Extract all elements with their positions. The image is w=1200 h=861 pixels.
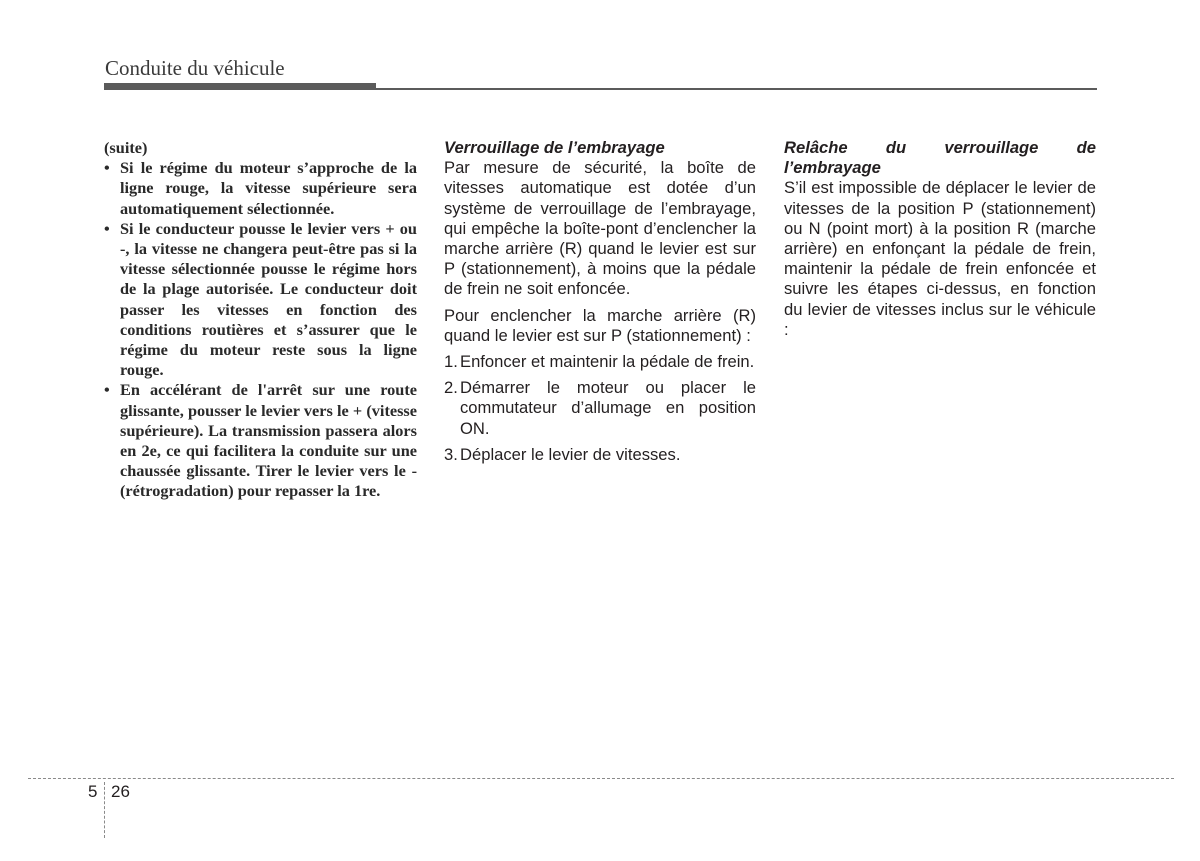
footer-divider xyxy=(28,778,1174,779)
list-item xyxy=(104,158,417,219)
list-item-text: Si le conducteur pousse le levier vers + ou -, la vitesse ne changera peut-être pas si la vitesse sélectionnée pousse le régime hors de la plage autorisée. Le conducteur doit passer les vitesses en fonction des conditions routières et s’assurer que le régime du moteur reste sous la ligne rouge. xyxy=(120,218,417,380)
step-text: Déplacer le levier de vitesses. xyxy=(460,444,681,464)
section-heading-shift-lock-release: Relâche du verrouillage de l’embrayage xyxy=(784,138,1096,178)
continued-label: (suite) xyxy=(104,138,148,157)
header-rule-thin xyxy=(376,88,1097,90)
bullet-icon: • xyxy=(104,380,110,400)
list-item xyxy=(444,352,756,372)
list-item-text: En accélérant de l'arrêt sur une route glissante, pousser le levier vers le + (vitesse supérieure). La transmission passera alors en 2e, ce qui facilitera la conduite sur une chaussée glissante. Tirer le levier vers le - (rétrogradation) pour repasser la 1re. xyxy=(120,380,417,501)
column-middle xyxy=(444,138,756,471)
page-header-title: Conduite du véhicule xyxy=(105,56,285,80)
step-text: Enfoncer et maintenir la pédale de frein. xyxy=(460,352,755,372)
chapter-number: 5 xyxy=(88,782,98,801)
bullet-icon: • xyxy=(104,218,110,238)
step-text: Démarrer le moteur ou placer le commutateur d’allumage en position ON. xyxy=(460,378,756,438)
paragraph: Par mesure de sécurité, la boîte de vitesses automatique est dotée d’un système de verrouillage de l’embrayage, qui empêche la boîte-pont d’enclencher la marche arrière (R) quand le levier est sur P (stationnement), à moins que la pédale de frein ne soit enfoncée. xyxy=(444,158,756,299)
bullet-list xyxy=(104,158,417,501)
list-item xyxy=(444,378,756,439)
list-item xyxy=(104,219,417,381)
list-item-text: Si le régime du moteur s’approche de la ligne rouge, la vitesse supérieure sera automatiquement sélectionnée. xyxy=(120,158,417,218)
paragraph: S’il est impossible de déplacer le levier de vitesses de la position P (stationnement) ou N (point mort) à la position R (marche arrière) en enfonçant la pédale de frein, maintenir la pédale de frein enfoncée et suivre les étapes ci-dessus, en fonction du levier de vitesses inclus sur le véhicule : xyxy=(784,178,1096,339)
bullet-icon: • xyxy=(104,158,110,178)
paragraph: Pour enclencher la marche arrière (R) quand le levier est sur P (stationnement) : xyxy=(444,305,756,345)
list-item xyxy=(104,380,417,501)
list-item xyxy=(444,445,756,465)
page-number: 26 xyxy=(111,782,130,801)
step-number: 1. xyxy=(444,352,458,372)
header-rule-thick xyxy=(104,83,376,90)
step-number: 2. xyxy=(444,378,458,398)
step-list xyxy=(444,352,756,465)
step-number: 3. xyxy=(444,444,458,464)
section-heading-shift-lock: Verrouillage de l’embrayage xyxy=(444,138,665,157)
footer-vertical-divider xyxy=(104,782,105,838)
column-right xyxy=(784,138,1096,346)
column-left xyxy=(104,138,417,502)
